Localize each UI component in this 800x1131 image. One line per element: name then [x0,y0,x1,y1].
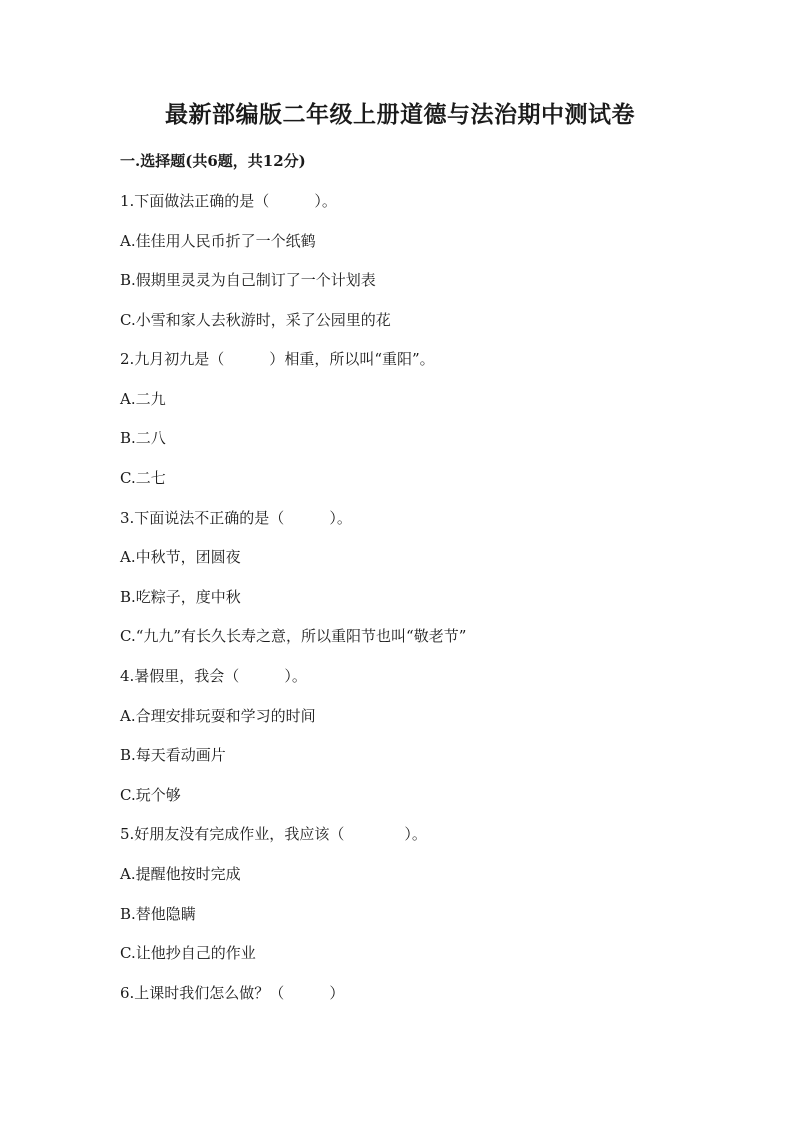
question-3-option-c: C.“九九”有长久长寿之意，所以重阳节也叫“敬老节” [120,627,467,645]
question-2-option-b: B.二八 [120,429,166,447]
question-4-option-c: C.玩个够 [120,786,181,804]
question-3-option-a: A.中秋节，团圆夜 [120,548,241,566]
question-2-stem: 2.九月初九是（ ）相重，所以叫“重阳”。 [120,350,435,368]
question-4-option-b: B.每天看动画片 [120,746,226,764]
question-5-option-a: A.提醒他按时完成 [120,865,241,883]
question-3-stem: 3.下面说法不正确的是（ ）。 [120,509,352,527]
question-1-option-c: C.小雪和家人去秋游时，采了公园里的花 [120,311,391,329]
question-6-stem: 6.上课时我们怎么做？（ ） [120,984,345,1002]
question-1-option-a: A.佳佳用人民币折了一个纸鹤 [120,232,316,250]
question-5-option-c: C.让他抄自己的作业 [120,944,256,962]
question-5-option-b: B.替他隐瞒 [120,905,196,923]
question-1-option-b: B.假期里灵灵为自己制订了一个计划表 [120,271,376,289]
section-heading: 一.选择题(共6题，共12分) [120,152,306,170]
question-2-option-a: A.二九 [120,390,166,408]
question-1-stem: 1.下面做法正确的是（ ）。 [120,192,337,210]
question-4-option-a: A.合理安排玩耍和学习的时间 [120,707,316,725]
question-3-option-b: B.吃粽子，度中秋 [120,588,241,606]
question-4-stem: 4.暑假里，我会（ ）。 [120,667,307,685]
question-2-option-c: C.二七 [120,469,166,487]
question-5-stem: 5.好朋友没有完成作业，我应该（ ）。 [120,825,427,843]
page-title: 最新部编版二年级上册道德与法治期中测试卷 [165,101,635,128]
